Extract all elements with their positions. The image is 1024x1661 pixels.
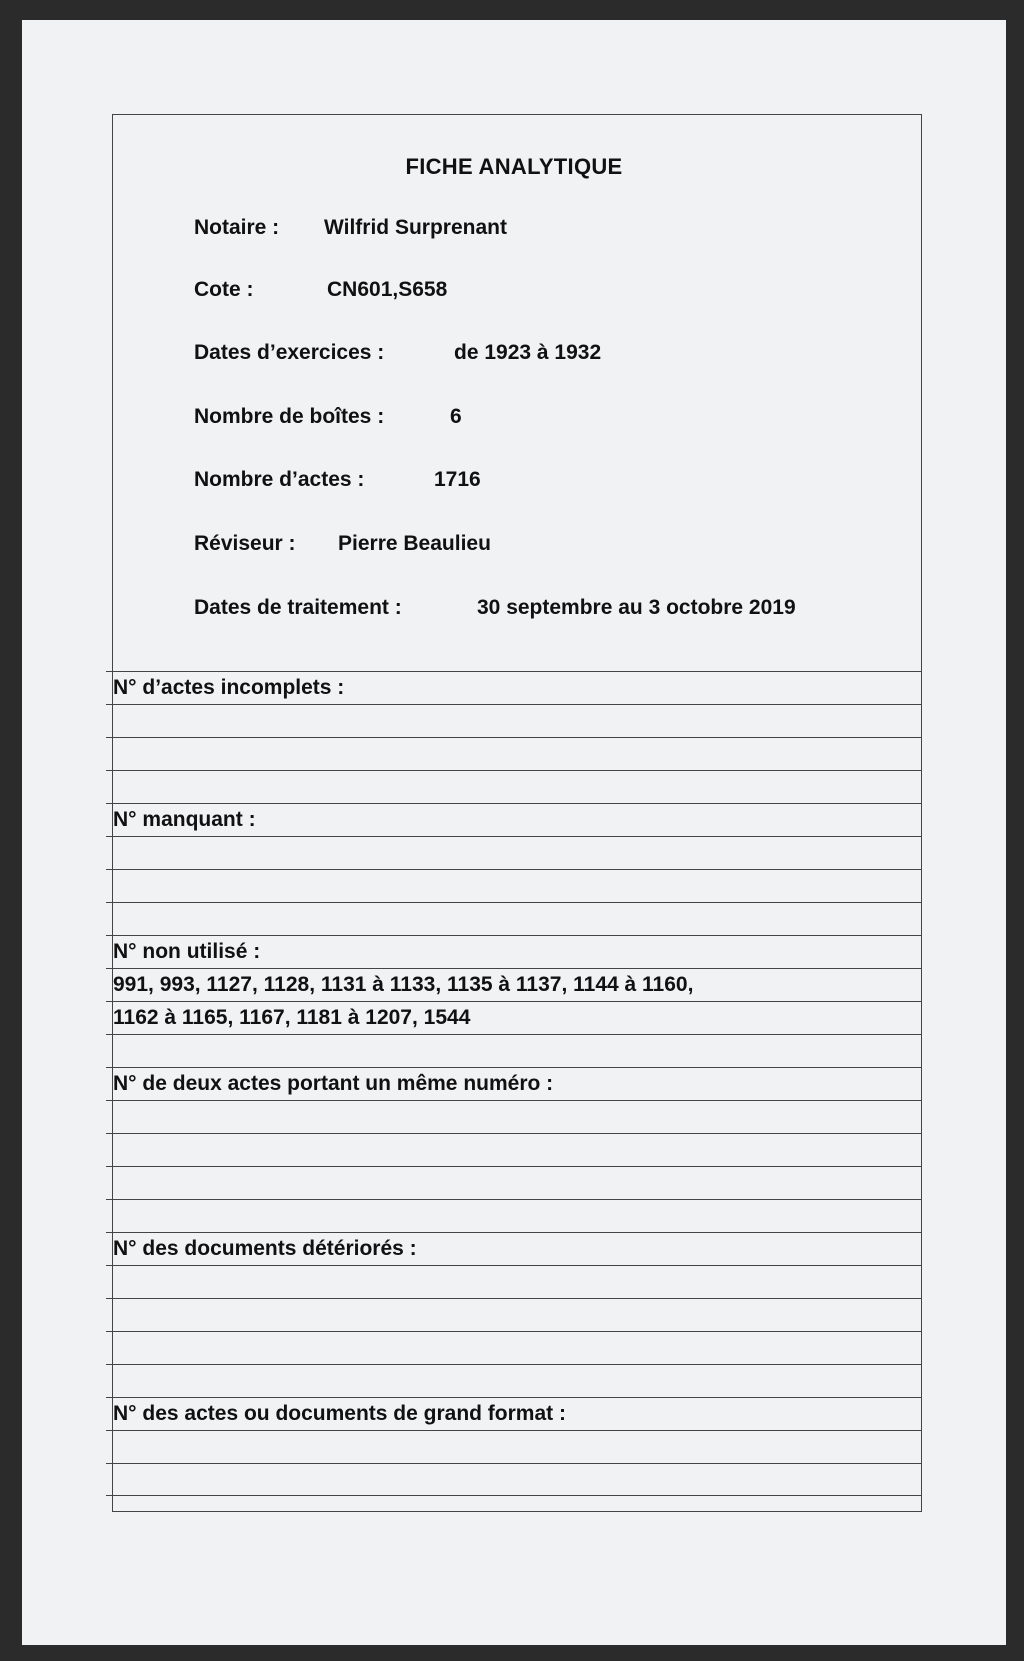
section-heading: N° d’actes incomplets : [106,671,922,704]
field-nombre-boites [194,405,462,429]
blank-line [106,737,922,770]
field-label: Nombre de boîtes : [194,405,385,428]
field-value: 30 septembre au 3 octobre 2019 [477,596,796,619]
section-heading-non-utilise: N° non utilisé : [106,935,922,968]
non-utilise-line-1: 991, 993, 1127, 1128, 1131 à 1133, 1135 à 1137, 1144 à 1160, [106,968,922,1001]
field-value: Pierre Beaulieu [338,532,491,555]
field-cote [194,278,448,302]
blank-line [106,1364,922,1397]
field-label: Cote : [194,278,254,301]
blank-line [106,902,922,935]
field-reviseur [194,532,491,556]
section-heading-grand-format: N° des actes ou documents de grand format : [106,1397,922,1430]
field-notaire [194,216,507,240]
field-label: Dates d’exercices : [194,341,385,364]
blank-line [106,704,922,737]
blank-line [106,1133,922,1166]
blank-line [106,1166,922,1199]
field-nombre-actes [194,468,481,492]
field-dates-traitement [194,596,796,620]
section-heading-deux-actes: N° de deux actes portant un même numéro : [106,1067,922,1100]
field-dates-exercices [194,341,602,365]
blank-line [106,869,922,902]
blank-line [106,1199,922,1232]
section-heading-manquant: N° manquant : [106,803,922,836]
blank-line [106,1298,922,1331]
section-heading-deteriores: N° des documents détériorés : [106,1232,922,1265]
blank-line [106,836,922,869]
section-incomplets [106,671,922,1496]
blank-line [106,1331,922,1364]
field-label: Réviseur : [194,532,296,555]
blank-line [106,1034,922,1067]
field-label: Dates de traitement : [194,596,402,619]
field-value: CN601,S658 [327,278,448,301]
non-utilise-line-2: 1162 à 1165, 1167, 1181 à 1207, 1544 [106,1001,922,1034]
blank-line [106,770,922,803]
blank-line [106,1100,922,1133]
document-page [22,20,1006,1645]
blank-line [106,1265,922,1298]
field-value: Wilfrid Surprenant [324,216,507,239]
field-value: de 1923 à 1932 [454,341,602,364]
form-title: FICHE ANALYTIQUE [405,154,623,179]
blank-line [106,1463,922,1496]
field-label: Nombre d’actes : [194,468,365,491]
field-label: Notaire : [194,216,280,239]
field-value: 6 [450,405,462,428]
field-value: 1716 [434,468,481,491]
blank-line [106,1430,922,1463]
